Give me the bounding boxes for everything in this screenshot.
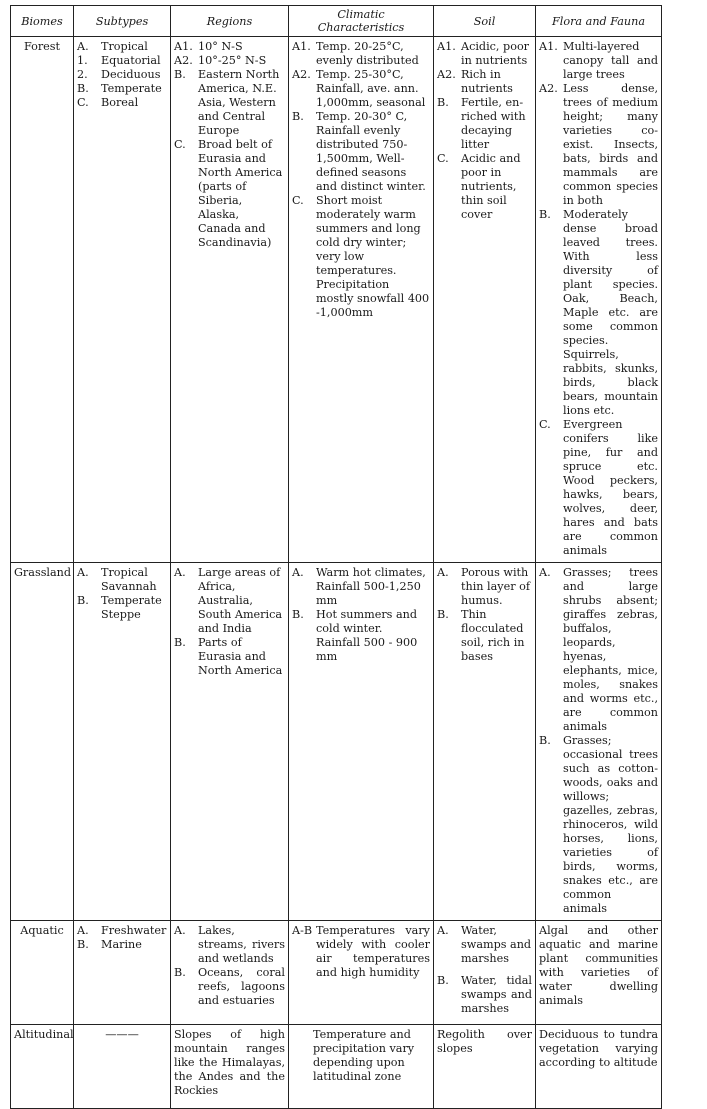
subtypes-cell — [74, 921, 171, 1025]
climate-cell — [289, 563, 434, 921]
list-item: B. Fertile, en-riched with decaying litter — [437, 96, 526, 151]
header-biomes: Biomes — [11, 6, 74, 37]
list-item: A. Tropical Savannah — [77, 566, 157, 593]
soil-cell — [434, 921, 536, 1025]
flora-fauna-cell — [536, 563, 662, 921]
list-item: 2. Deciduous — [77, 68, 161, 81]
header-regions: Regions — [171, 6, 289, 37]
regions-cell — [171, 921, 289, 1025]
list-item: A2. Temp. 25-30°C, Rainfall, ave. ann. 1,000mm, seasonal — [292, 68, 426, 109]
list-item: B. Water, tidal swamps and marshes — [437, 974, 532, 1015]
list-item: B. Oceans, coral reefs, lagoons and estuaries — [174, 966, 285, 1007]
header-subtypes: Subtypes — [74, 6, 171, 37]
list-item: 1. Equatorial — [77, 54, 161, 67]
list-item: A1. Acidic, poor in nutrients — [437, 40, 530, 67]
flora-fauna-cell — [536, 37, 662, 563]
list-item: C. Boreal — [77, 96, 139, 109]
list-item: B. Moderately dense broad leaved trees. With less diversity of plant species. Oak, Beach, Maple etc. are some common species. Squirrels, rabbits, skunks, birds, black bears, mountain lions etc. — [539, 208, 658, 417]
biome-cell: Grassland — [11, 563, 74, 921]
header-row — [11, 6, 662, 37]
table-row-altitudinal — [11, 1025, 662, 1109]
table-row-forest — [11, 37, 662, 563]
list-item: C. Broad belt of Eurasia and North America (parts of Siberia, Alaska, Canada and Scandinavia) — [174, 138, 283, 249]
biome-cell: Forest — [11, 37, 74, 563]
list-item: A2. Less dense, trees of medium height; many varieties co-exist. Insects, bats, birds and mammals are common species in both — [539, 82, 658, 207]
list-item: B. Marine — [77, 938, 142, 951]
list-item: A2. Rich in nutrients — [437, 68, 513, 95]
biome-cell: Altitudinal — [11, 1025, 74, 1109]
list-item: C. Evergreen conifers like pine, fur and spruce etc. Wood peckers, hawks, bears, wolves, deer, hares and bats are common animals — [539, 418, 658, 557]
list-item: B. Temperate Steppe — [77, 594, 162, 621]
flora-fauna-cell: Algal and other aquatic and marine plant communities with varieties of water dwelling animals — [536, 921, 662, 1025]
subtypes-cell: ——— — [74, 1025, 171, 1109]
table-row-grassland — [11, 563, 662, 921]
list-item: A. Large areas of Africa, Australia, South America and India — [174, 566, 283, 635]
list-item: A-B Temperatures vary widely with cooler air temperatures and high humidity — [292, 924, 430, 979]
soil-cell — [434, 563, 536, 921]
header-soil: Soil — [434, 6, 536, 37]
list-item: B. Temp. 20-30° C, Rainfall evenly distributed 750-1,500mm, Well-defined seasons and distinct winter. — [292, 110, 426, 193]
list-item: A. Lakes, streams, rivers and wetlands — [174, 924, 285, 965]
list-item: A1. Multi-layered canopy tall and large trees — [539, 40, 658, 81]
climate-cell — [289, 37, 434, 563]
header-climatic: Climatic Characteristics — [289, 6, 434, 37]
list-item: A1. Temp. 20-25°C, evenly distributed — [292, 40, 419, 67]
list-item: B. Eastern North America, N.E. Asia, Western and Central Europe — [174, 68, 280, 137]
list-item: A. Tropical — [77, 40, 148, 53]
list-item: A. Freshwater — [77, 924, 167, 937]
list-item: C. Acidic and poor in nutrients, thin soil cover — [437, 152, 521, 221]
regions-cell — [171, 37, 289, 563]
climate-cell: Temperature and precipitation vary depending upon latitudinal zone — [289, 1025, 434, 1109]
regions-cell: Slopes of high mountain ranges like the Himalayas, the Andes and the Rockies — [171, 1025, 289, 1109]
subtypes-cell — [74, 563, 171, 921]
regions-cell — [171, 563, 289, 921]
list-item: C. Short moist moderately warm summers and long cold dry winter; very low temperatures. Precipitation mostly snowfall 400 -1,000mm — [292, 194, 430, 319]
biome-cell: Aquatic — [11, 921, 74, 1025]
table-row-aquatic — [11, 921, 662, 1025]
list-item: A1. 10° N-S — [174, 40, 243, 53]
list-item: A. Grasses; trees and large shrubs absent; giraffes zebras, buffalos, leopards, hyenas, elephants, mice, moles, snakes and worms etc., are common animals — [539, 566, 658, 733]
list-item: B. Parts of Eurasia and North America — [174, 636, 283, 677]
soil-cell: Regolith over slopes — [434, 1025, 536, 1109]
biomes-table — [10, 5, 662, 1109]
soil-cell — [434, 37, 536, 563]
list-item: A. Porous with thin layer of humus. — [437, 566, 531, 607]
flora-fauna-cell: Deciduous to tundra vegetation varying according to altitude — [536, 1025, 662, 1109]
list-item: B. Temperate — [77, 82, 162, 95]
list-item: A2. 10°-25° N-S — [174, 54, 267, 67]
list-item: A. Water, swamps and marshes — [437, 924, 532, 965]
list-item: B. Grasses; occasional trees such as cotton-woods, oaks and willows; gazelles, zebras, rhinoceros, wild horses, lions, varieties of birds, worms, snakes etc., are common animals — [539, 734, 658, 915]
climate-cell — [289, 921, 434, 1025]
list-item: B. Hot summers and cold winter. Rainfall 500 - 900 mm — [292, 608, 418, 663]
subtypes-cell — [74, 37, 171, 563]
header-flora-fauna: Flora and Fauna — [536, 6, 662, 37]
list-item: A. Warm hot climates, Rainfall 500-1,250 mm — [292, 566, 426, 607]
list-item: B. Thin flocculated soil, rich in bases — [437, 608, 525, 663]
